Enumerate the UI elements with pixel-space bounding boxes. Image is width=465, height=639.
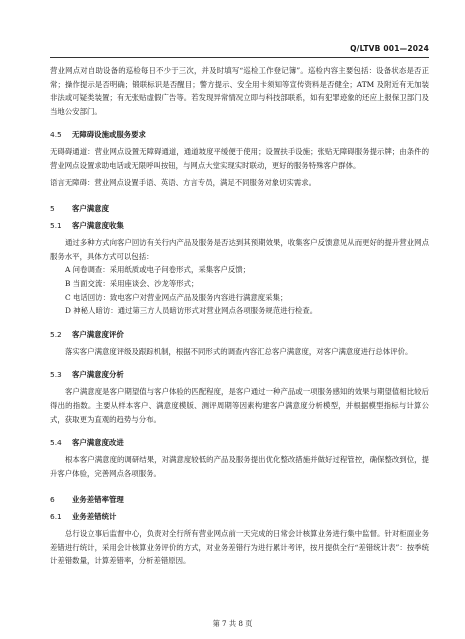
heading-number: 5.1 xyxy=(50,221,62,231)
subsection-heading xyxy=(50,328,429,341)
list-item: C 电话回访：致电客户对营业网点产品及服务内容进行满意度采集； xyxy=(65,292,288,302)
section-heading xyxy=(50,202,429,215)
paragraph: 营业网点对自助设备的巡检每日不少于三次，并及时填写“巡检工作登记簿”。巡检内容主要包括：设备状态是否正常；操作提示是否明确；锻联标识是否醒目；警方提示、安全用卡须知等宣传资料是否健全；ATM 及附近有无加装非法或可疑类装置；有无张贴虚假广告等。若发现异常情况立即与科技部联系，如有犯罪迹象的还应上报保卫部门及当地公安部门。 xyxy=(50,66,429,116)
subsection-heading xyxy=(50,436,429,449)
list-item: B 当面交流：采用座谈会、沙龙等形式； xyxy=(65,278,199,288)
subsection-heading xyxy=(50,219,429,232)
paragraph: 落实客户满意度评级及跟踪机制，根据不同形式的调查内容汇总客户满意度，对客户满意度进行总体评价。 xyxy=(65,346,413,356)
heading-number: 4.5 xyxy=(50,130,62,140)
paragraph: 无碍碍通道：营业网点设置无障碍通道，通道坡度平缓便于使用；设置扶手设施；张贴无障碍服务提示牌；由条件的营业网点设置求助电话或无限呼叫按钮，与网点大堂实现实时联动，更好的服务特殊客户群体。 xyxy=(50,147,429,170)
paragraph: 客户满意度是客户期望值与客户体验的匹配程度，是客户通过一种产品或一项服务感知的效果与期望值相比较后得出的指数。主要从样本客户、满意度模版、测评周期等因素构建客户满意度分析模型，并根据模型指标与计算公式，获取更为直观的趋势与分布。 xyxy=(50,387,429,424)
heading-title: 业务差错统计 xyxy=(72,512,117,522)
heading-title: 客户满意度改进 xyxy=(72,438,124,448)
heading-title: 客户满意度收集 xyxy=(72,221,124,231)
heading-title: 客户满意度评价 xyxy=(72,329,124,339)
heading-title: 业务差错率管理 xyxy=(72,495,124,505)
paragraph: 语言无障碍：营业网点设置手语、英语、方言专员，满足不同服务对象切实需求。 xyxy=(50,177,317,187)
heading-title: 客户满意度 xyxy=(72,204,109,214)
heading-title: 客户满意度分析 xyxy=(72,370,124,380)
list-item: A 问卷调查：采用纸质或电子问卷形式，采集客户反馈； xyxy=(65,265,251,275)
subsection-heading xyxy=(50,510,429,523)
subsection-heading xyxy=(50,368,429,381)
heading-number: 6 xyxy=(50,495,55,505)
page-footer: 第 7 共 8 页 xyxy=(212,619,253,628)
subsection-heading xyxy=(50,128,429,141)
heading-number: 6.1 xyxy=(50,512,62,522)
heading-number: 5 xyxy=(50,204,55,214)
document-body xyxy=(50,64,429,568)
heading-number: 5.2 xyxy=(50,329,62,339)
section-heading xyxy=(50,493,429,506)
list-item: D 神秘人暗访：通过第三方人员暗访形式对营业网点各项服务规范进行检查。 xyxy=(65,306,318,316)
doc-code: Q/LTVB 001—2024 xyxy=(350,44,429,53)
paragraph: 根本客户满意度的调研结果，对满意度较低的产品及服务提出优化整改措施并做好过程管控，确保整改到位，提升客户体验，完善网点各项服务。 xyxy=(50,455,429,478)
paragraph: 总行设立事后监督中心，负责对全行所有营业网点前一天完成的日常会计核算业务进行集中监督。针对柜面业务差错进行统计，采用会计核算业务评价的方式，对业务差错行为进行累计考评，按月提供全行“差错统计表”：按季统计差错数量，计算差错率，分析差错原因。 xyxy=(50,529,429,566)
heading-title: 无障碍设施或服务要求 xyxy=(72,130,146,140)
heading-number: 5.3 xyxy=(50,370,62,380)
header-divider xyxy=(50,57,429,58)
heading-number: 5.4 xyxy=(50,438,62,448)
paragraph: 通过多种方式向客户回访有关行内产品及服务是否达到其预期效果，收集客户反馈意见从而更好的提升营业网点服务水平，具体方式可以包括： xyxy=(50,238,429,261)
